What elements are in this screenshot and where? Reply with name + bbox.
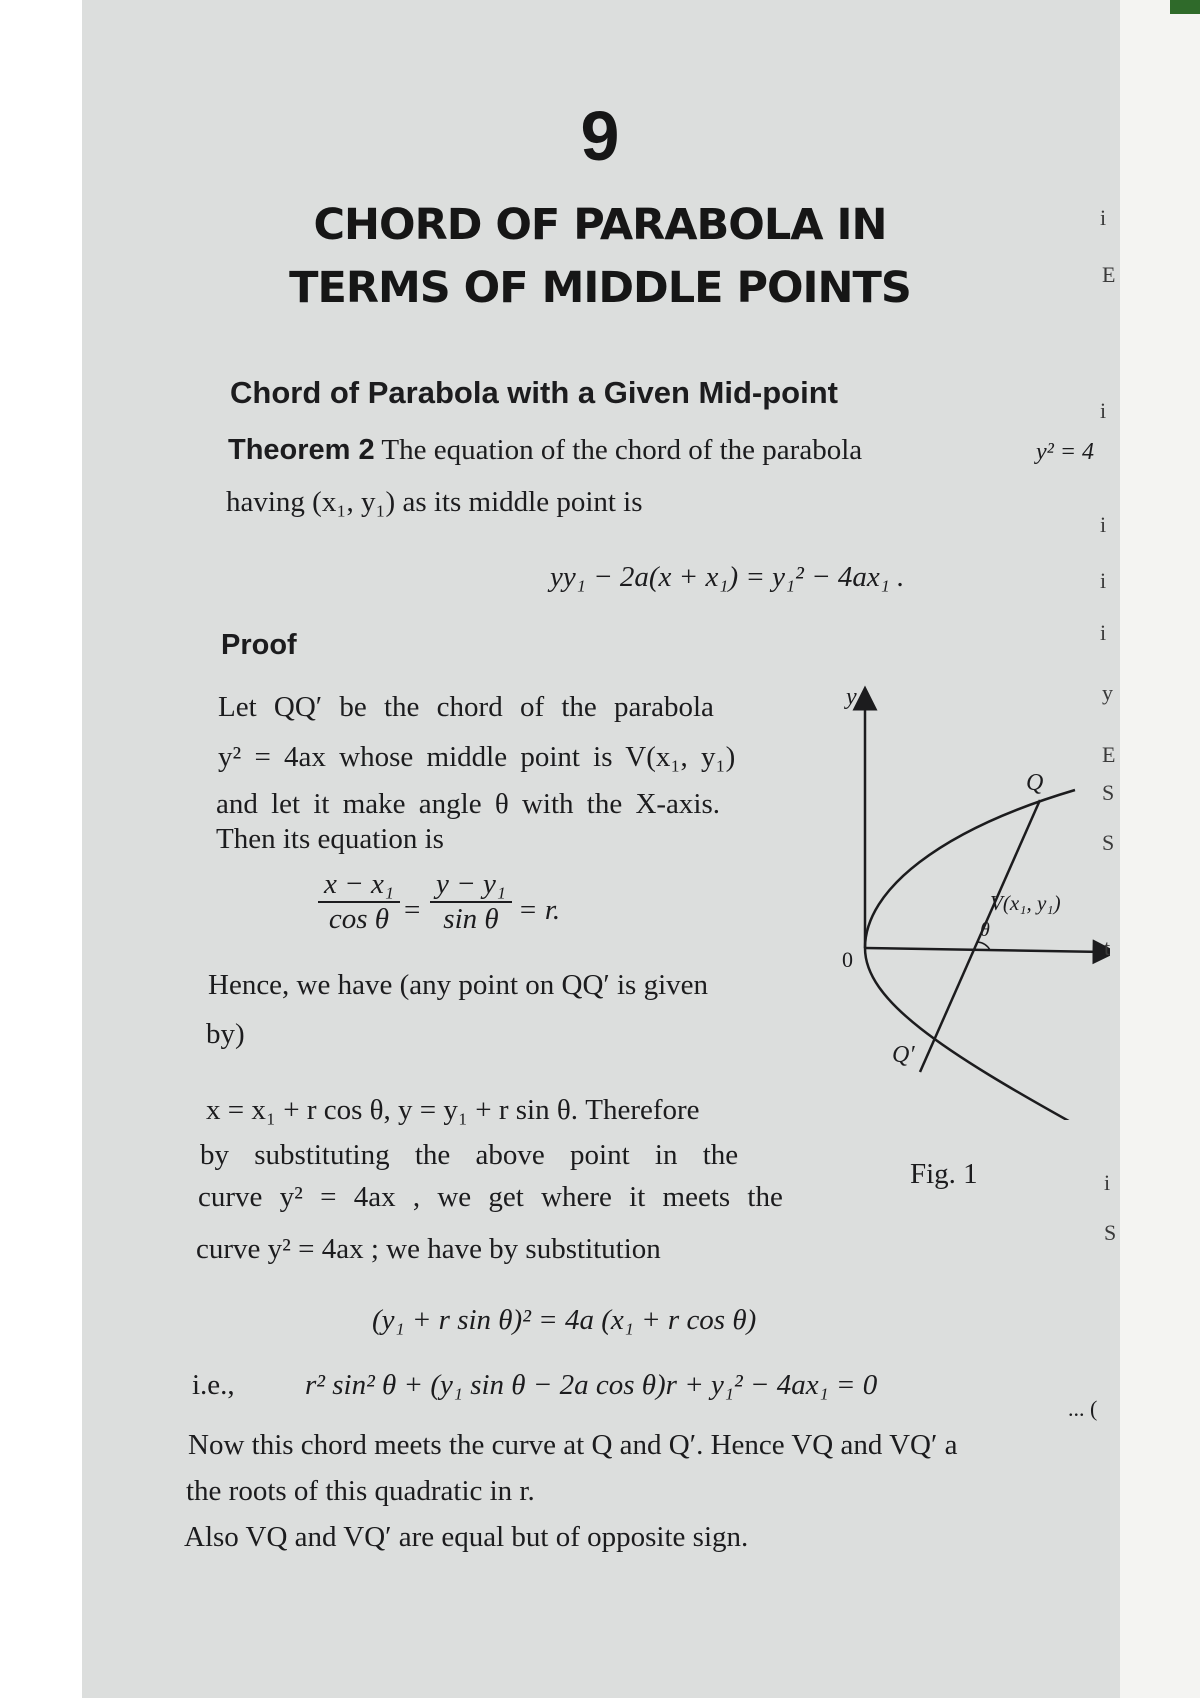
margin-fragment: i (1100, 205, 1107, 230)
fraction-y (430, 868, 512, 936)
parabola-curve (865, 790, 1085, 1120)
fraction-y-denominator: sin θ (443, 903, 499, 935)
proof-p4-line2: the roots of this quadratic in r. (186, 1475, 535, 1507)
theorem-line1-tail: y² = 4 (1036, 439, 1095, 465)
ie-label: i.e., (192, 1369, 235, 1401)
margin-fragment: S (1102, 830, 1115, 855)
margin-fragment: t (1104, 935, 1111, 960)
fraction-x (318, 868, 400, 936)
proof-p2-line1: Hence, we have (any point on QQ′ is given (208, 969, 709, 1001)
chapter-title-line1: CHORD OF PARABOLA IN (313, 200, 887, 250)
proof-p1-line2: y² = 4ax whose middle point is V(x₁, y₁) (218, 741, 736, 773)
label-origin: 0 (842, 947, 853, 972)
margin-fragment: i (1100, 620, 1107, 645)
chapter-title-line2: TERMS OF MIDDLE POINTS (289, 263, 911, 313)
fraction-x-denominator: cos θ (328, 903, 390, 935)
chapter-number: 9 (580, 97, 620, 175)
theorem-text: The equation of the chord of the parabola (381, 434, 863, 466)
proof-p5-line1: Also VQ and VQ′ are equal but of opposite sign. (184, 1521, 749, 1553)
fraction-x-numerator: x − x₁ (318, 868, 400, 903)
theorem-equation: yy₁ − 2a(x + x₁) = y₁² − 4ax₁ . (550, 561, 905, 593)
figure-caption: Fig. 1 (910, 1158, 978, 1190)
margin-fragment: i (1100, 398, 1107, 423)
proof-p2-line2: by) (206, 1018, 245, 1050)
margin-fragment: i (1100, 568, 1107, 593)
equals-sign: = (404, 894, 421, 926)
label-v: V(x₁, y₁) (990, 891, 1061, 915)
margin-fragment: S (1104, 1220, 1117, 1245)
equation-reference: ... ( (1068, 1396, 1098, 1421)
proof-p3-line2: by substituting the above point in the (200, 1139, 739, 1171)
label-theta: θ (980, 919, 990, 941)
theorem-line2: having (x₁, y₁) as its middle point is (226, 486, 643, 518)
proof-p1-line1 (218, 690, 810, 725)
proof-heading: Proof (221, 629, 297, 661)
proof-p1-line4: Then its equation is (216, 823, 444, 855)
margin-fragment: S (1102, 780, 1115, 805)
margin-fragment: E (1102, 262, 1116, 287)
x-axis-line (865, 948, 1105, 952)
proof-p3-line4: curve y² = 4ax ; we have by substitution (196, 1233, 661, 1265)
parabola-figure (820, 680, 1110, 1120)
theorem-line1 (228, 433, 862, 468)
label-q: Q (1026, 770, 1044, 796)
margin-fragment: E (1102, 742, 1116, 767)
proof-p3-line1: x = x₁ + r cos θ, y = y₁ + r sin θ. Therefore (206, 1094, 700, 1126)
equation-substitution: (y₁ + r sin θ)² = 4a (x₁ + r cos θ) (372, 1304, 757, 1336)
proof-p4-line1: Now this chord meets the curve at Q and Q′. Hence VQ and VQ′ a (188, 1429, 958, 1461)
equation-quadratic: r² sin² θ + (y₁ sin θ − 2a cos θ)r + y₁² − 4ax₁ = 0 (305, 1369, 878, 1401)
label-q-prime: Q′ (892, 1042, 915, 1068)
margin-fragment: y (1102, 680, 1113, 705)
fraction-y-numerator: y − y₁ (430, 868, 512, 903)
next-page-edge (1120, 0, 1200, 1698)
background-green-strip (1170, 0, 1200, 14)
proof-p3-line3: curve y² = 4ax , we get where it meets the (198, 1181, 783, 1213)
equation-tail: = r. (518, 894, 561, 926)
margin-fragment: i (1104, 1170, 1111, 1195)
section-heading: Chord of Parabola with a Given Mid-point (230, 375, 838, 410)
margin-fragment: i (1100, 512, 1107, 537)
label-y: y (846, 684, 857, 710)
proof-p1-line3: and let it make angle θ with the X-axis. (216, 788, 721, 820)
proof-p1-line1-text: Let QQ′ be the chord of the parabola (218, 691, 714, 723)
parabola-diagram (820, 680, 1110, 1120)
theorem-label: Theorem 2 (228, 434, 375, 466)
